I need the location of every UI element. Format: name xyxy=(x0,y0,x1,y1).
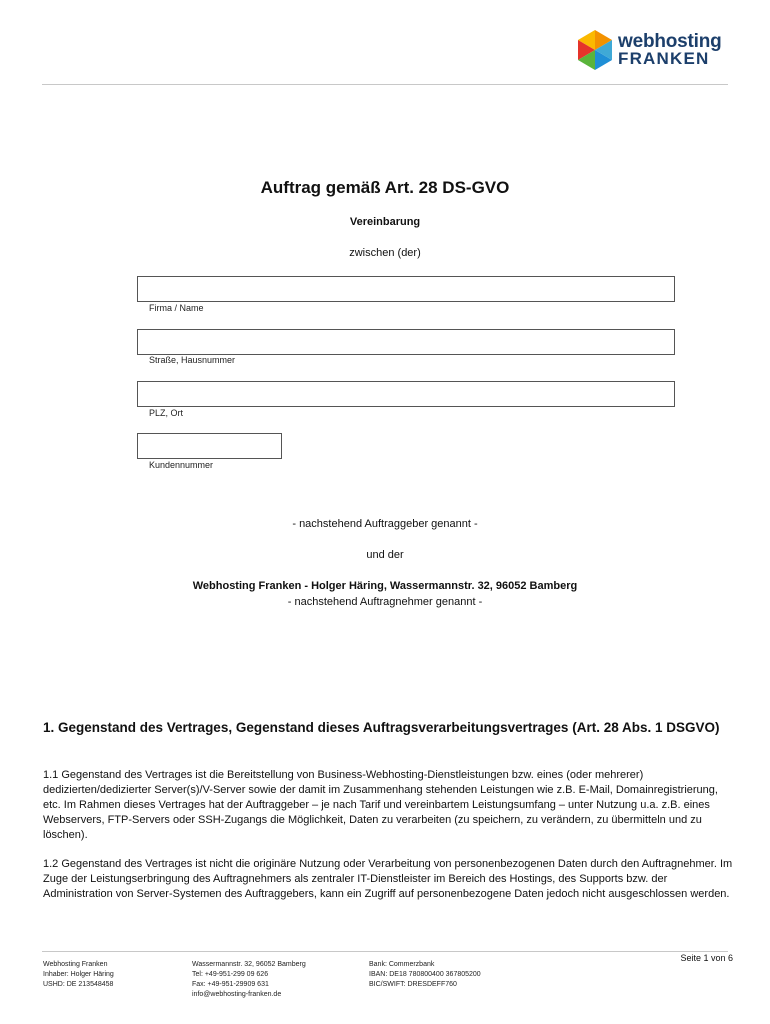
company-name-label: Firma / Name xyxy=(149,303,204,313)
footer-contact xyxy=(192,960,306,1000)
client-designation: - nachstehend Auftraggeber genannt - xyxy=(292,518,478,530)
zip-city-input[interactable] xyxy=(137,381,675,407)
hexagon-logo-icon xyxy=(578,30,612,70)
and-label: und der xyxy=(366,549,404,561)
footer-company xyxy=(43,960,114,990)
footer-line: Bank: Commerzbank xyxy=(369,961,435,968)
footer-line: Fax: +49-951-29909 631 xyxy=(192,981,269,988)
footer-line: IBAN: DE18 780800400 367805200 xyxy=(369,971,481,978)
footer-line: info@webhosting-franken.de xyxy=(192,991,282,998)
agreement-subtitle: Vereinbarung xyxy=(349,216,421,228)
customer-number-label: Kundennummer xyxy=(149,460,214,470)
footer-line: Inhaber: Holger Häring xyxy=(43,971,114,978)
footer-line: Webhosting Franken xyxy=(43,961,108,968)
street-input[interactable] xyxy=(137,329,675,355)
header-divider xyxy=(42,84,728,85)
company-name-input[interactable] xyxy=(137,276,675,302)
footer-line: Wassermannstr. 32, 96052 Bamberg xyxy=(192,961,306,968)
street-label: Straße, Hausnummer xyxy=(149,355,236,365)
footer-divider xyxy=(42,951,728,952)
zip-city-label: PLZ, Ort xyxy=(149,408,184,418)
contractor-address: Webhosting Franken - Holger Häring, Wassermannstr. 32, 96052 Bamberg xyxy=(192,580,578,592)
footer-line: BIC/SWIFT: DRESDEFF760 xyxy=(369,981,457,988)
between-label: zwischen (der) xyxy=(349,247,421,259)
footer-line: Tel: +49-951-299 09 626 xyxy=(192,971,269,978)
footer-line: USHD: DE 213548458 xyxy=(43,981,114,988)
page-number: Seite 1 von 6 xyxy=(680,953,733,963)
footer-bank xyxy=(369,960,481,990)
section-1-paragraph-2: 1.2 Gegenstand des Vertrages ist nicht die originäre Nutzung oder Verarbeitung von personenbezogenen Daten durch den Auftragnehmer. Im Zuge der Leistungserbringung des Auftragnehmers als zentraler IT-Dienstleister im Bereich des Hostings, des Supports bzw. der Administration von Server-Systemen des Auftraggebers, kann ein Zugriff auf personenbezogene Daten jedoch nicht ausgeschlossen werden. xyxy=(43,858,733,900)
contractor-designation: - nachstehend Auftragnehmer genannt - xyxy=(287,596,483,608)
section-1-heading: 1. Gegenstand des Vertrages, Gegenstand dieses Auftragsverarbeitungsvertrages (Art. 28 Abs. 1 DSGVO) xyxy=(43,720,720,735)
document-title: Auftrag gemäß Art. 28 DS-GVO xyxy=(260,178,510,197)
section-1-paragraph-1: 1.1 Gegenstand des Vertrages ist die Bereitstellung von Business-Webhosting-Dienstleistungen bzw. eines (oder mehrerer) dedizierten/dedizierter Server(s)/V-Server sowie der damit im Zusammenhang stehenden Leistungen wie z.B. E-Mail, Domainregistrierung, etc. Im Rahmen dieses Vertrages hat der Auftraggeber – je nach Tarif und vereinbartem Leistungsumfang – unter Nutzung u.a. z.B. eines Webservers, FTP-Servers oder SSH-Zugangs die Möglichkeit, Daten zu verarbeiten (zu speichern, zu verändern, zu übermitteln und zu löschen). xyxy=(43,769,718,841)
brand-name-line1: webhosting xyxy=(618,30,722,52)
brand-name-line2: FRANKEN xyxy=(618,48,710,68)
brand-logo xyxy=(578,30,722,70)
customer-number-input[interactable] xyxy=(137,433,282,459)
